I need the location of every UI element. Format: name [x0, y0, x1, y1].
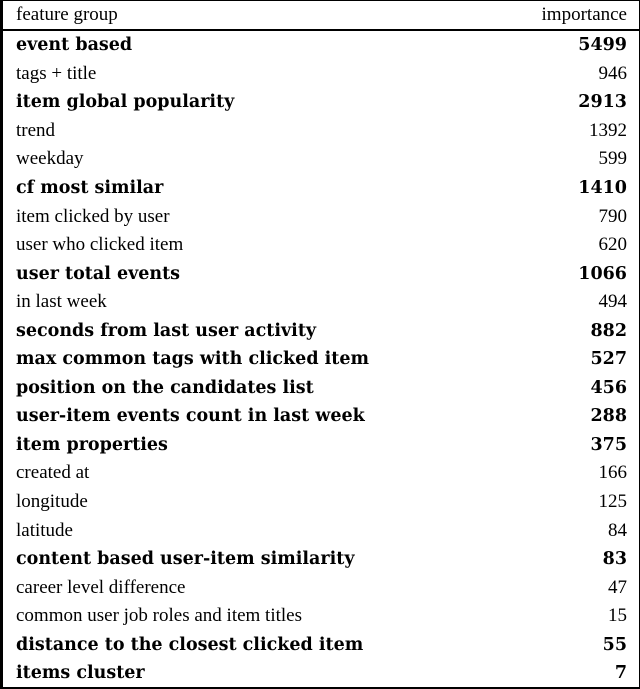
table-row: [3, 545, 639, 574]
feature-name: career level difference: [16, 576, 186, 598]
header-importance: importance: [541, 4, 627, 25]
importance-value: 166: [598, 462, 627, 484]
importance-value: 84: [608, 519, 627, 541]
importance-value: 1392: [589, 119, 627, 141]
importance-value: 790: [598, 205, 627, 227]
feature-name: items cluster: [16, 663, 145, 684]
importance-value: 55: [602, 634, 627, 655]
importance-value: 288: [590, 406, 627, 427]
feature-name: longitude: [16, 491, 88, 513]
table-row: [3, 459, 639, 488]
header-feature-group: feature group: [16, 4, 118, 25]
feature-name: weekday: [16, 148, 84, 170]
importance-value: 83: [602, 549, 627, 570]
table-row: [3, 573, 639, 602]
table-row: [3, 202, 639, 231]
table-row: [3, 345, 639, 374]
table-row: [3, 374, 639, 403]
table-row: [3, 488, 639, 517]
table-row: [3, 60, 639, 89]
feature-name: common user job roles and item titles: [16, 605, 303, 627]
table-row: [3, 231, 639, 260]
importance-value: 599: [598, 148, 627, 170]
importance-value: 456: [590, 377, 627, 398]
importance-value: 375: [590, 434, 627, 455]
feature-name: content based user-item similarity: [16, 549, 355, 570]
table-row: [3, 88, 639, 117]
table-header: [3, 1, 639, 31]
importance-value: 527: [590, 349, 627, 370]
feature-name: distance to the closest clicked item: [16, 634, 364, 655]
feature-name: seconds from last user activity: [16, 320, 317, 341]
feature-name: trend: [16, 119, 56, 141]
importance-value: 882: [590, 320, 627, 341]
importance-value: 7: [614, 663, 627, 684]
importance-value: 5499: [578, 35, 627, 56]
importance-value: 946: [598, 62, 627, 84]
table-row: [3, 516, 639, 545]
table-row: [3, 259, 639, 288]
feature-name: in last week: [16, 291, 107, 313]
feature-name: created at: [16, 462, 90, 484]
table-row: [3, 316, 639, 345]
feature-name: user total events: [16, 263, 181, 284]
feature-name: cf most similar: [16, 178, 164, 198]
feature-name: event based: [16, 35, 133, 56]
table-row: [3, 402, 639, 431]
importance-value: 1066: [578, 263, 627, 284]
feature-name: item global popularity: [16, 92, 235, 113]
feature-name: item properties: [16, 434, 168, 455]
feature-name: item clicked by user: [16, 205, 170, 227]
feature-name: position on the candidates list: [16, 377, 314, 398]
feature-name: latitude: [16, 519, 73, 541]
table-row: [3, 145, 639, 174]
table-row: [3, 174, 639, 203]
table-row: [3, 659, 639, 688]
importance-value: 2913: [578, 92, 627, 113]
importance-value: 494: [598, 291, 627, 313]
table-row: [3, 31, 639, 60]
feature-name: tags + title: [16, 62, 97, 84]
table-row: [3, 602, 639, 631]
importance-value: 47: [608, 576, 627, 598]
table-row: [3, 117, 639, 146]
importance-value: 620: [598, 234, 627, 256]
table-body: [3, 31, 639, 688]
table-row: [3, 288, 639, 317]
table-row: [3, 431, 639, 460]
importance-value: 125: [598, 491, 627, 513]
feature-name: max common tags with clicked item: [16, 349, 370, 370]
importance-value: 15: [608, 605, 627, 627]
feature-name: user-item events count in last week: [16, 406, 365, 427]
feature-name: user who clicked item: [16, 234, 184, 256]
table-row: [3, 630, 639, 659]
importance-value: 1410: [578, 178, 627, 198]
